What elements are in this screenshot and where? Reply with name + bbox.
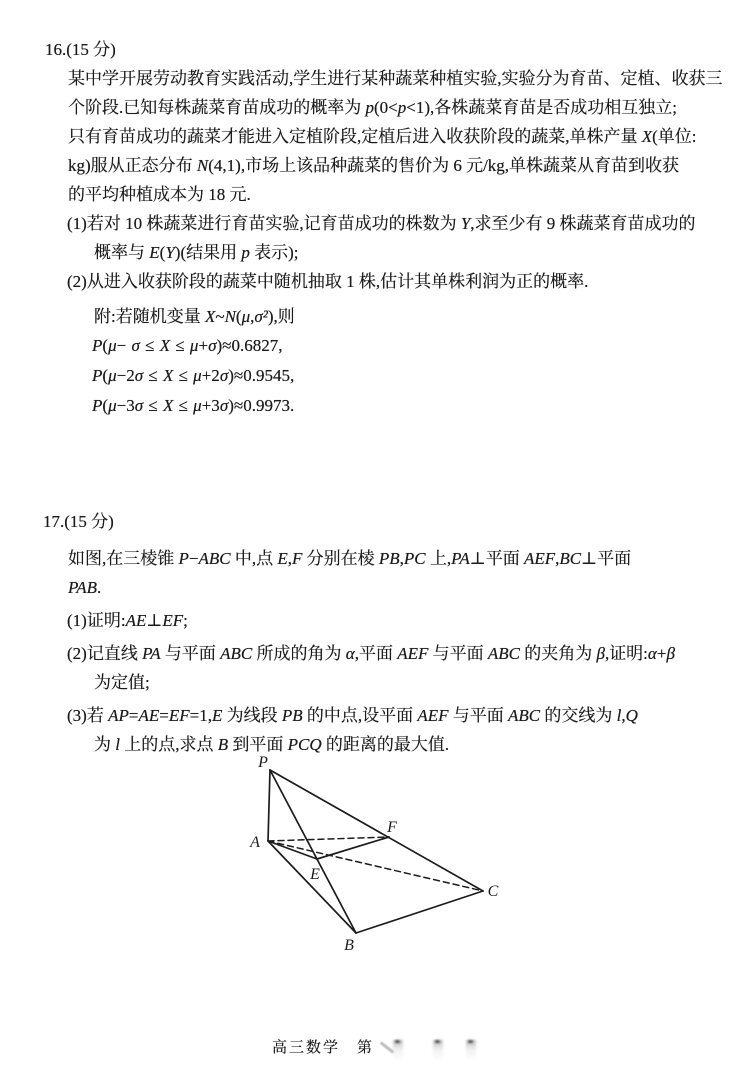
part-text: 从进入收获阶段的蔬菜中随机抽取 1 株,估计其单株利润为正的概率. [86, 272, 589, 291]
tetrahedron-svg [228, 750, 538, 960]
problem-16-number: 16.(15 分) [45, 40, 116, 59]
problem-17-text-line: PAB. [68, 578, 102, 597]
problem-16-text-line: 个阶段.已知每株蔬菜育苗成功的概率为 p(0<p<1),各株蔬菜育苗是否成功相互独立; [68, 98, 677, 117]
problem-16-text-line: kg)服从正态分布 N(4,1),市场上该品种蔬菜的售价为 6 元/kg,单株蔬菜从育苗到收获 [68, 156, 680, 175]
problem-17-number: 17.(15 分) [43, 512, 114, 531]
problem-17-part-1 [67, 606, 746, 635]
part-text: 若对 10 株蔬菜进行育苗实验,记育苗成功的株数为 Y,求至少有 9 株蔬菜育苗成功的 [86, 214, 696, 233]
part-text: 记直线 PA 与平面 ABC 所成的角为 α,平面 AEF 与平面 ABC 的夹角为 β,证明:α+β [86, 644, 675, 663]
problem-16-text-line: 只有育苗成功的蔬菜才能进入定植阶段,定植后进入收获阶段的蔬菜,单株产量 X(单位: [68, 127, 697, 146]
formula-1sigma: P(μ− σ ≤ X ≤ μ+σ)≈0.6827, [92, 336, 283, 355]
part-label: (1) [67, 611, 87, 630]
erased-mark [393, 1040, 403, 1068]
problem-16-text-line: 的平均种植成本为 18 元. [68, 185, 251, 204]
normal-distribution-note: 附:若随机变量 X~N(μ,σ²),则 [94, 307, 295, 326]
footer-text: 高三数学 第 [272, 1040, 375, 1056]
erased-mark [433, 1040, 443, 1068]
problem-17-part-2 [67, 639, 746, 668]
problem-16 [0, 36, 746, 421]
tetrahedron-figure [228, 750, 538, 960]
svg-text:E: E [310, 866, 320, 883]
part-text: 证明:AE⊥EF; [86, 611, 188, 630]
problem-16-part-1-cont: 概率与 E(Y)(结果用 p 表示); [94, 243, 299, 262]
svg-text:B: B [344, 937, 354, 954]
problem-17-text-line: 如图,在三棱锥 P−ABC 中,点 E,F 分别在棱 PB,PC 上,PA⊥平面 AEF,BC⊥平面 [68, 549, 632, 568]
part-text: 若 AP=AE=EF=1,E 为线段 PB 的中点,设平面 AEF 与平面 ABC 的交线为 l,Q [86, 706, 638, 725]
svg-text:F: F [387, 819, 397, 836]
svg-text:A: A [250, 834, 260, 851]
problem-16-part-2 [67, 267, 746, 296]
part-label: (2) [67, 644, 87, 663]
formula-3sigma: P(μ−3σ ≤ X ≤ μ+3σ)≈0.9973. [92, 396, 295, 415]
part-label: (1) [67, 214, 87, 233]
part-label: (3) [67, 706, 87, 725]
svg-text:P: P [258, 754, 268, 771]
erased-mark [466, 1040, 476, 1068]
problem-16-part-1 [67, 209, 746, 238]
part-label: (2) [67, 272, 87, 291]
problem-17-part-2-cont: 为定值; [94, 673, 150, 692]
formula-2sigma: P(μ−2σ ≤ X ≤ μ+2σ)≈0.9545, [92, 366, 295, 385]
problem-17 [0, 508, 746, 759]
problem-17-part-3-cont: 为 l 上的点,求点 B 到平面 PCQ 的距离的最大值. [94, 735, 450, 754]
problem-16-text-line: 某中学开展劳动教育实践活动,学生进行某种蔬菜种植实验,实验分为育苗、定植、收获三 [68, 69, 723, 88]
page-footer [272, 1036, 374, 1057]
svg-text:C: C [487, 883, 499, 900]
problem-17-part-3 [67, 701, 746, 730]
